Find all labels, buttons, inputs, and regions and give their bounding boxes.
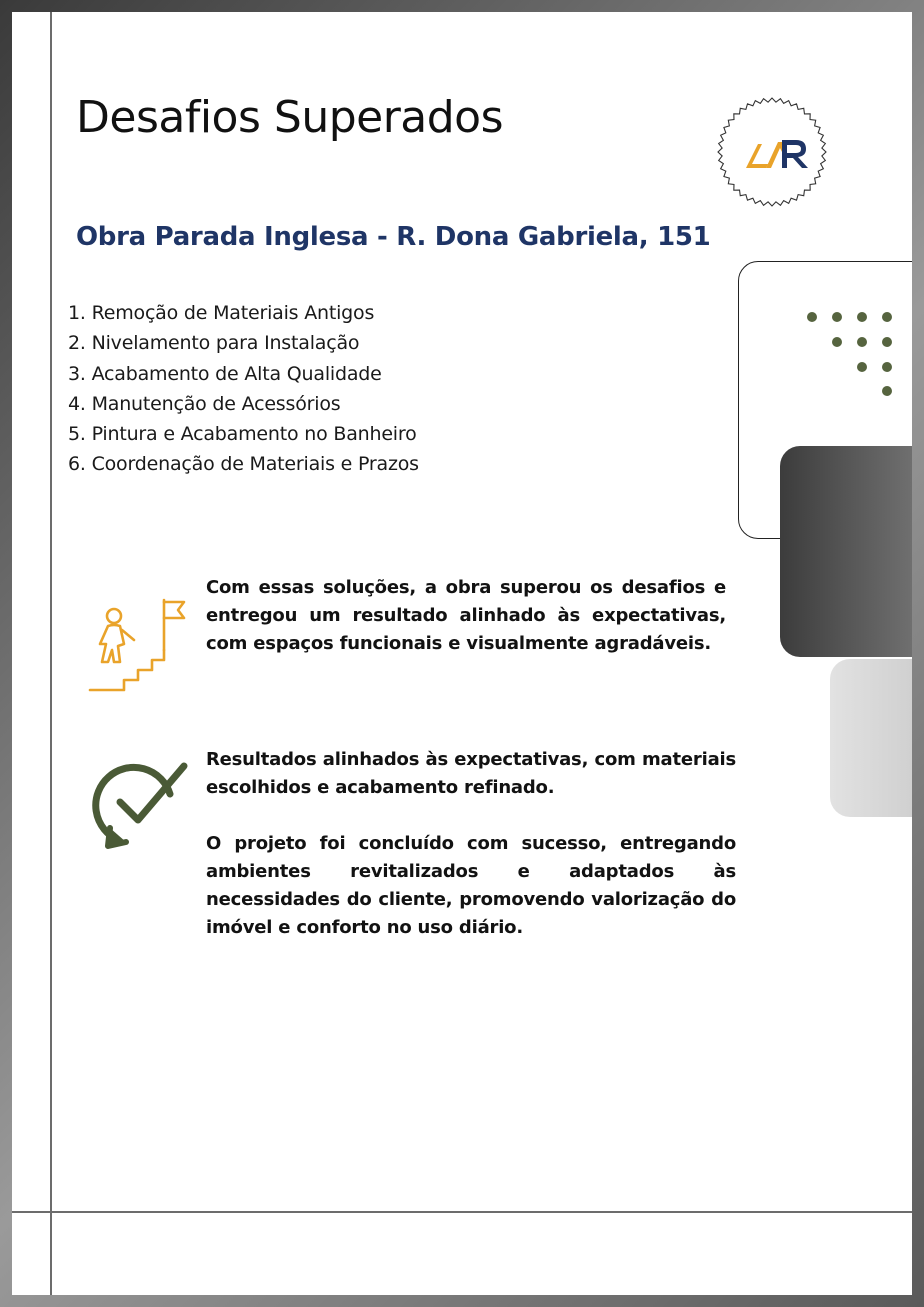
lar-seal-logo [716,96,828,208]
margin-vertical-line [50,12,52,1295]
list-item: 5. Pintura e Acabamento no Banheiro [68,423,417,446]
paragraph-solutions: Com essas soluções, a obra superou os desafios e entregou um resultado alinhado às expectativas, com espaços funcionais e visualmente agradáveis. [206,577,726,654]
page-title: Desafios Superados [76,92,504,143]
decorative-light-panel [830,659,912,817]
document-page [12,12,912,1295]
list-item: 2. Nivelamento para Instalação [68,332,360,355]
paragraph-results: Resultados alinhados às expectativas, com materiais escolhidos e acabamento refinado. [206,749,736,798]
list-item: 6. Coordenação de Materiais e Prazos [68,453,419,476]
steps-list [68,298,419,480]
footer-horizontal-line [12,1211,912,1213]
decorative-dark-panel [780,446,912,657]
project-subtitle: Obra Parada Inglesa - R. Dona Gabriela, 151 [76,222,711,252]
list-item: 3. Acabamento de Alta Qualidade [68,362,382,385]
list-item: 4. Manutenção de Acessórios [68,392,341,415]
person-climbing-stairs-flag-icon [84,596,194,696]
paragraph-conclusion: O projeto foi concluído com sucesso, entregando ambientes revitalizados e adaptados às necessidades do cliente, promovendo valorização do imóvel e conforto no uso diário. [206,833,736,938]
list-item: 1. Remoção de Materiais Antigos [68,302,375,324]
circular-arrow-checkmark-icon [88,754,192,858]
